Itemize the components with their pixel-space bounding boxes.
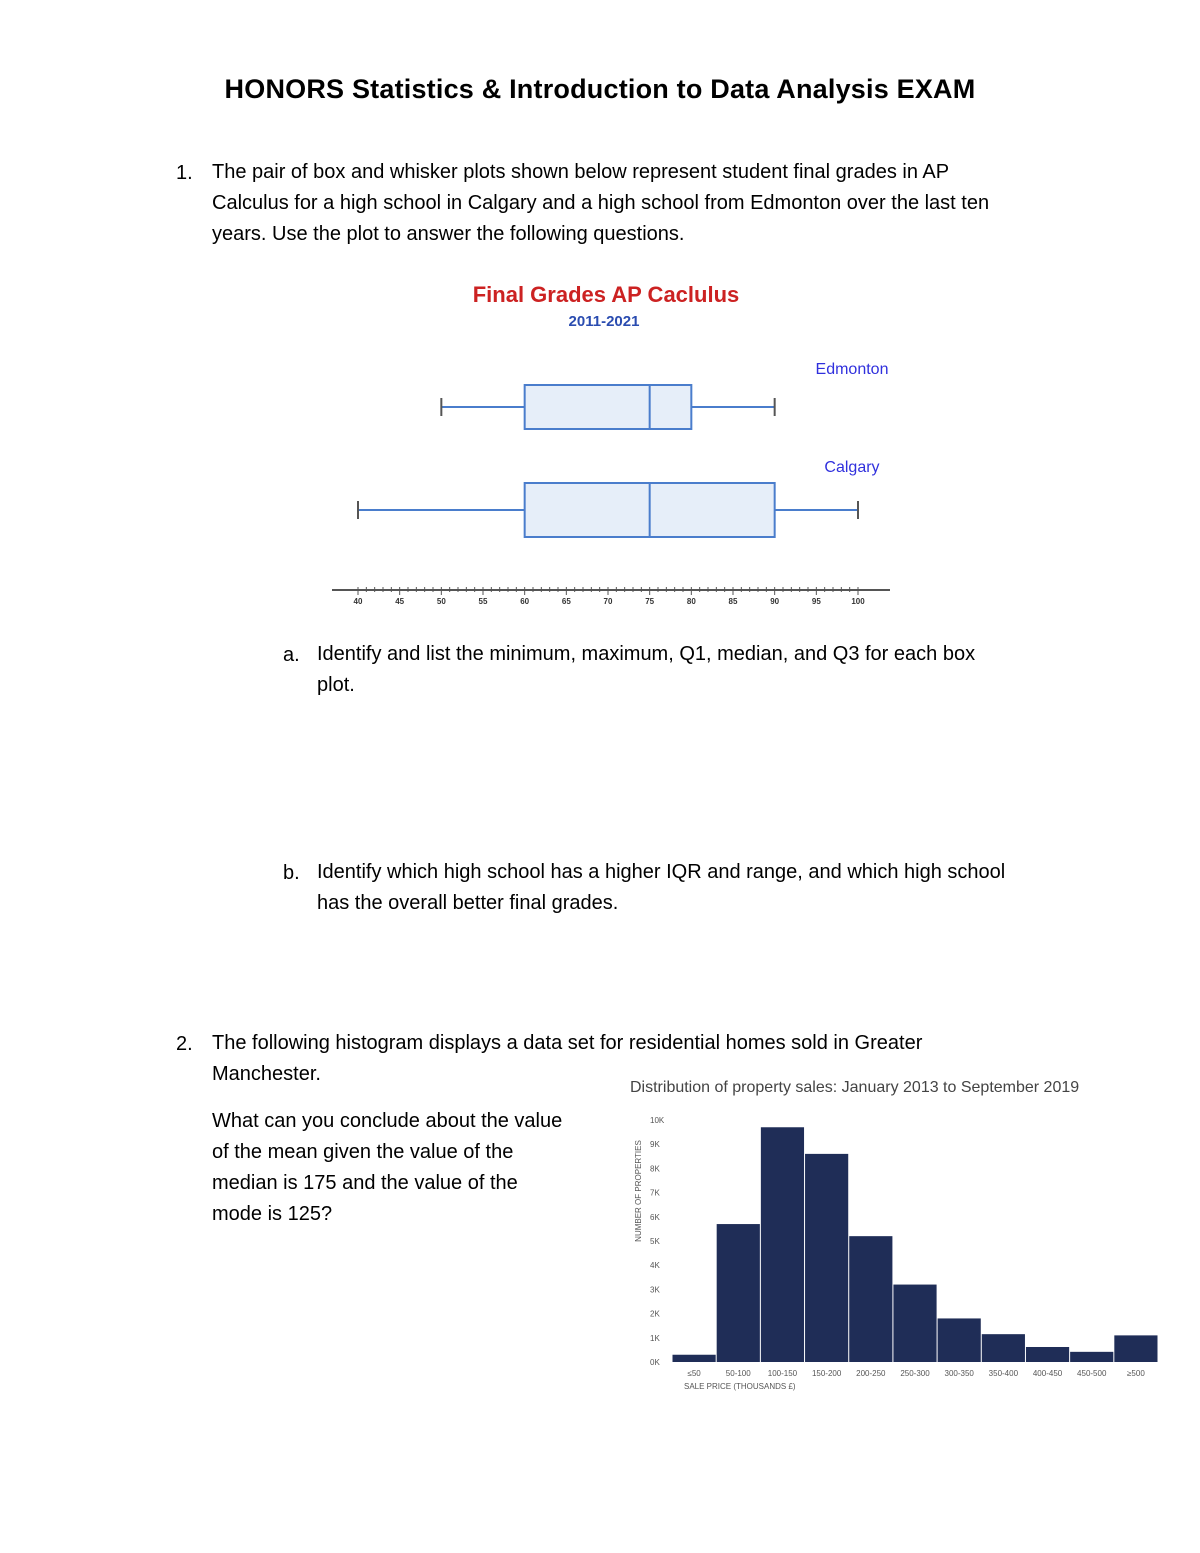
question-1a-label: a. (283, 644, 300, 666)
question-1b-line: Identify which high school has a higher IQR and range, and which high school (317, 861, 1006, 883)
histogram-title: Distribution of property sales: January 2013 to September 2019 (630, 1079, 1080, 1096)
question-2-prompt-line: median is 175 and the value of the (212, 1172, 518, 1194)
histogram-bar (1070, 1352, 1113, 1362)
y-tick-label: 8K (650, 1164, 660, 1174)
histogram-bar (805, 1154, 848, 1362)
x-tick-label: 300-350 (944, 1369, 974, 1378)
y-tick-label: 3K (650, 1285, 660, 1295)
y-axis-label: NUMBER OF PROPERTIES (634, 1140, 643, 1242)
histogram-bar (1114, 1335, 1157, 1362)
y-tick-label: 1K (650, 1333, 660, 1343)
x-tick-label: 100 (851, 597, 865, 606)
histogram-bar (761, 1127, 804, 1362)
y-tick-label: 5K (650, 1237, 660, 1246)
x-tick-label: 70 (603, 597, 613, 606)
x-tick-label: 65 (561, 597, 571, 606)
question-1-line: The pair of box and whisker plots shown below represent student final grades in AP (212, 161, 950, 183)
histogram-bar (673, 1355, 716, 1362)
x-tick-label: 45 (395, 597, 405, 606)
x-tick-label: 50 (436, 597, 446, 606)
y-tick-label: 4K (650, 1261, 660, 1271)
exam-title: HONORS Statistics & Introduction to Data Analysis EXAM (224, 74, 976, 104)
x-tick-label: 80 (686, 597, 696, 606)
question-1b-text (317, 857, 1117, 919)
histogram-bar (717, 1224, 760, 1362)
x-tick-label: 350-400 (988, 1369, 1019, 1378)
x-tick-label: 90 (770, 597, 780, 606)
chart-title: Final Grades AP Caclulus (472, 282, 740, 307)
x-tick-label: 400-450 (1032, 1369, 1063, 1378)
series-label-calgary: Calgary (824, 459, 880, 476)
question-1-text (212, 157, 1112, 250)
chart-subtitle: 2011-2021 (568, 313, 640, 330)
x-tick-label: 75 (645, 597, 655, 606)
question-1-line: years. Use the plot to answer the following questions. (212, 223, 685, 245)
x-tick-label: 50-100 (725, 1369, 751, 1378)
question-1-line: Calculus for a high school in Calgary and a high school from Edmonton over the last ten (212, 192, 990, 214)
question-1b-label: b. (283, 862, 300, 884)
question-2-line: The following histogram displays a data set for residential homes sold in Greater (212, 1032, 923, 1054)
x-tick-label: 250-300 (900, 1369, 930, 1378)
y-tick-label: 6K (650, 1212, 660, 1222)
x-tick-label: 85 (728, 597, 738, 606)
histogram-chart (610, 1068, 1170, 1408)
y-tick-label: 0K (650, 1358, 660, 1367)
question-1b-line: has the overall better final grades. (317, 892, 619, 914)
question-1a-line: plot. (317, 674, 355, 696)
series-label-edmonton: Edmonton (815, 361, 889, 378)
x-tick-label: 55 (478, 597, 488, 606)
histogram-bar (1026, 1347, 1069, 1362)
x-tick-label: ≤50 (687, 1369, 701, 1378)
x-tick-label: 100-150 (767, 1369, 798, 1378)
x-tick-label: 40 (353, 597, 363, 606)
boxplot-chart (320, 272, 920, 612)
y-tick-label: 9K (650, 1140, 660, 1150)
question-2-prompt-line: of the mean given the value of the (212, 1141, 514, 1163)
y-tick-label: 7K (650, 1188, 660, 1198)
question-1a-line: Identify and list the minimum, maximum, Q1, median, and Q3 for each box (317, 643, 976, 665)
x-tick-label: 450-500 (1077, 1369, 1107, 1378)
x-axis-label: SALE PRICE (THOUSANDS £) (684, 1382, 796, 1391)
question-2-line: Manchester. (212, 1063, 321, 1085)
histogram-bar (893, 1285, 936, 1362)
question-2-prompt (212, 1106, 612, 1230)
x-tick-label: 150-200 (811, 1369, 842, 1378)
y-tick-label: 10K (650, 1116, 665, 1125)
box-iqr (525, 385, 692, 429)
question-2-number: 2. (176, 1033, 193, 1055)
histogram-bar (938, 1318, 981, 1362)
x-tick-label: 200-250 (856, 1369, 886, 1378)
histogram-bar (849, 1236, 892, 1362)
histogram-bar (982, 1334, 1025, 1362)
question-1-number: 1. (176, 162, 193, 184)
y-tick-label: 2K (650, 1309, 660, 1319)
x-tick-label: ≥500 (1127, 1369, 1145, 1378)
question-1a-text (317, 639, 1097, 701)
x-tick-label: 95 (811, 597, 821, 606)
x-tick-label: 60 (520, 597, 530, 606)
question-2-prompt-line: What can you conclude about the value (212, 1110, 563, 1132)
question-2-prompt-line: mode is 125? (212, 1203, 333, 1225)
